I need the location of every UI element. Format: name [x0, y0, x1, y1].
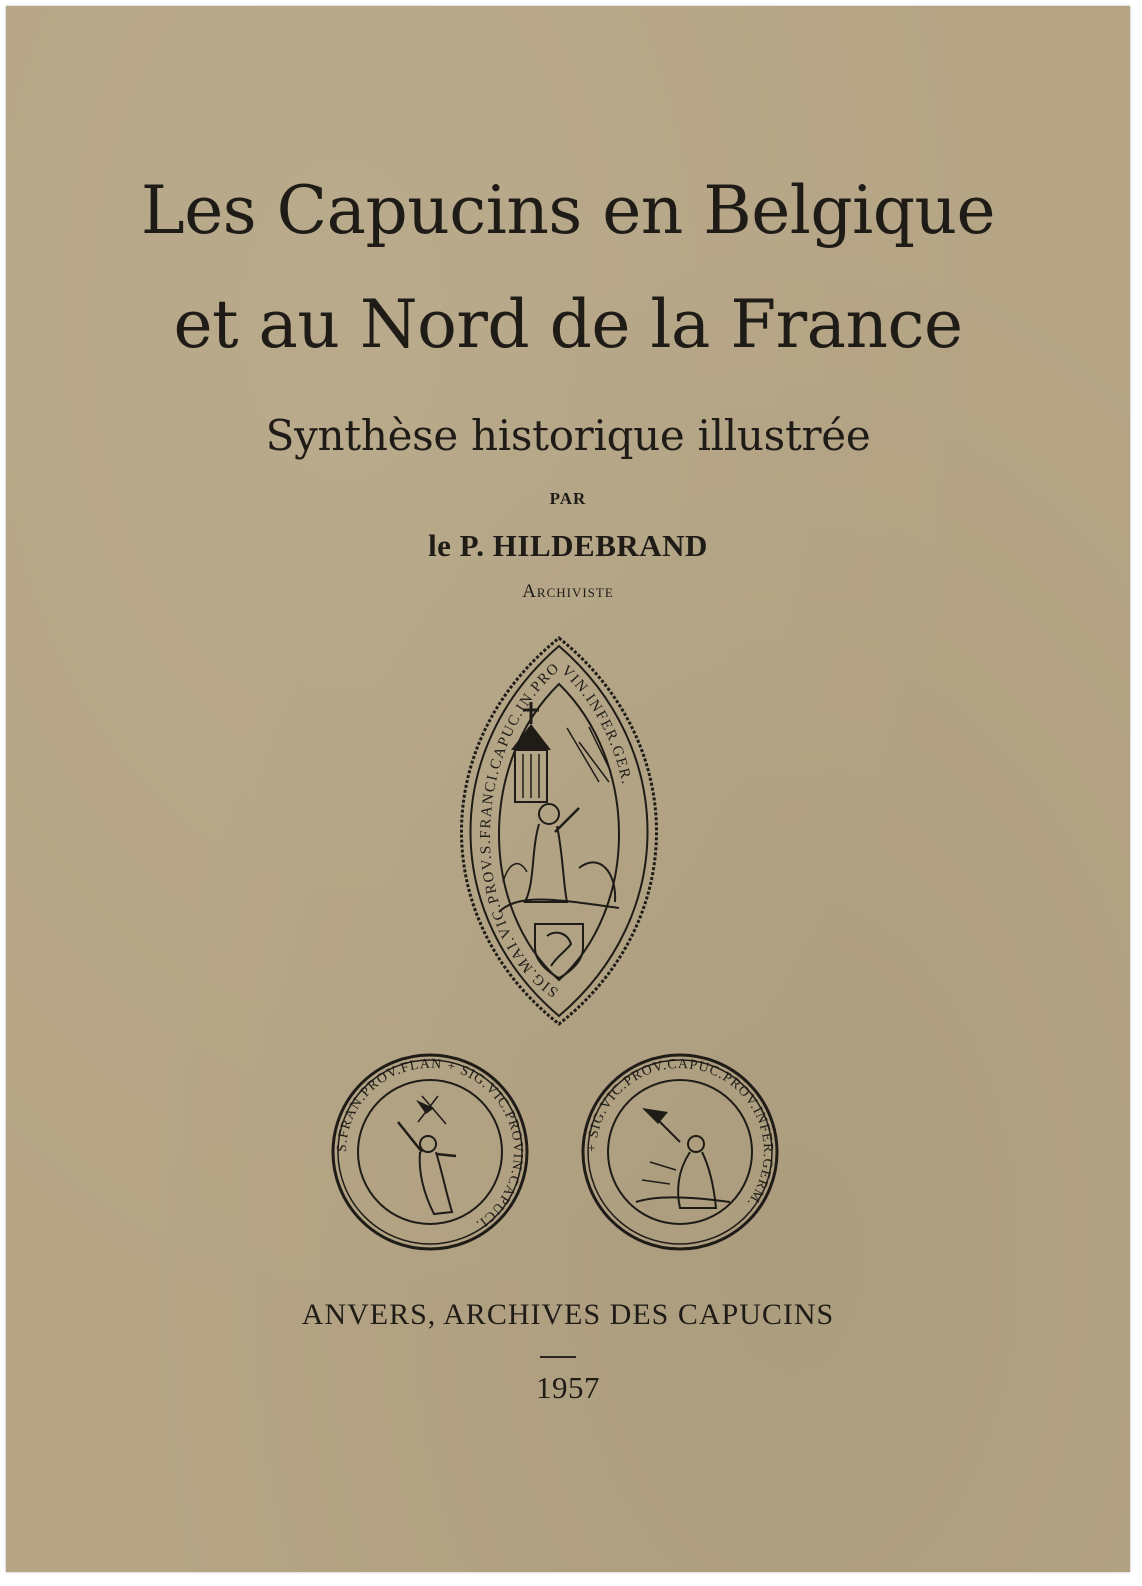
publication-year: 1957	[536, 1370, 600, 1405]
title-line-1: Les Capucins en Belgique	[140, 172, 996, 249]
publisher: ANVERS, ARCHIVES DES CAPUCINS	[301, 1298, 835, 1331]
author-role: Archiviste	[522, 581, 614, 602]
book-cover	[6, 6, 1130, 1572]
main-seal-image	[439, 632, 679, 1032]
author-name: le P. HILDEBRAND	[428, 528, 708, 563]
right-round-seal-image	[580, 1052, 780, 1252]
right-seal-inscription: + SIG.VIC.PROV.CAPUC.PROV.INFER.GERM.	[584, 1056, 776, 1210]
title-line-2: et au Nord de la France	[173, 286, 963, 363]
left-round-seal-image	[330, 1052, 530, 1252]
subtitle: Synthèse historique illustrée	[265, 411, 871, 460]
divider-rule	[540, 1356, 576, 1358]
by-label: PAR	[549, 489, 587, 508]
main-seal-inscription: SIG.MAI.VIC.PROV.S.FRANCI.CAPUC.IN.PROVIN.INFER.GER.	[477, 659, 635, 1000]
left-seal-inscription: S.FRAN.PROV.FLAN + SIG.VIC.PROVIN.CAPUCI.	[334, 1056, 526, 1233]
